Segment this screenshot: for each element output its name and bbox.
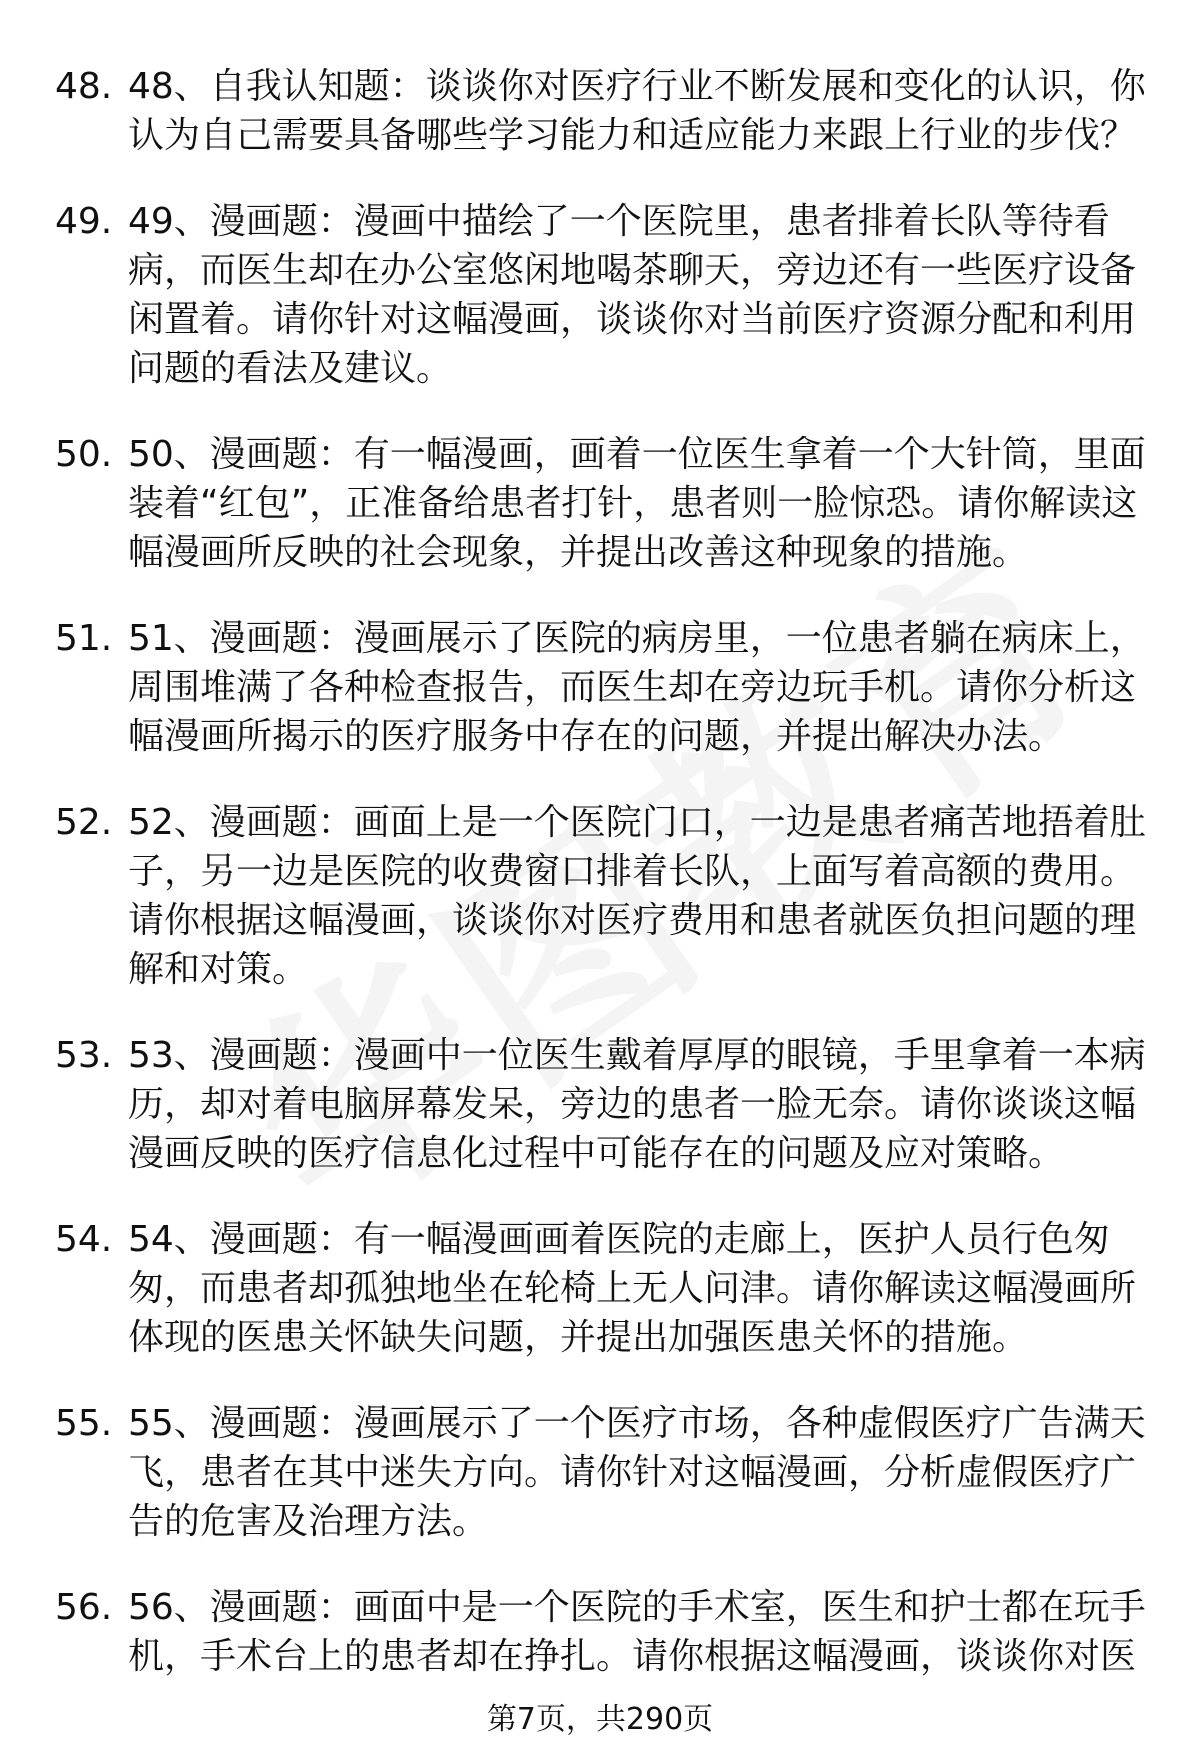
question-text: 56、漫画题：画面中是一个医院的手术室，医生和护士都在玩手机，手术台上的患者却在挣扎。请你根据这幅漫画，谈谈你对医	[128, 1587, 1146, 1677]
question-number: 52.	[55, 802, 113, 843]
question-text: 53、漫画题：漫画中一位医生戴着厚厚的眼镜，手里拿着一本病历，却对着电脑屏幕发呆，旁边的患者一脸无奈。请你谈谈这幅漫画反映的医疗信息化过程中可能存在的问题及应对策略。	[128, 1035, 1146, 1174]
question-text: 49、漫画题：漫画中描绘了一个医院里，患者排着长队等待看病，而医生却在办公室悠闲地喝茶聊天，旁边还有一些医疗设备闲置着。请你针对这幅漫画，谈谈你对当前医疗资源分配和利用问题的看法及建议。	[128, 201, 1137, 389]
question-number: 48.	[55, 66, 113, 107]
question-number: 55.	[55, 1403, 113, 1444]
question-list	[0, 62, 1200, 1718]
list-item	[0, 197, 1200, 393]
question-text: 48、自我认知题：谈谈你对医疗行业不断发展和变化的认识，你认为自己需要具备哪些学习能力和适应能力来跟上行业的步伐？	[128, 66, 1146, 156]
question-text: 52、漫画题：画面上是一个医院门口，一边是患者痛苦地捂着肚子，另一边是医院的收费窗口排着长队，上面写着高额的费用。请你根据这幅漫画，谈谈你对医疗费用和患者就医负担问题的理解和对策。	[128, 802, 1146, 990]
question-number: 54.	[55, 1219, 113, 1260]
question-number: 51.	[55, 618, 113, 659]
list-item	[0, 1399, 1200, 1546]
list-item	[0, 1215, 1200, 1362]
list-item	[0, 1583, 1200, 1681]
list-item	[0, 798, 1200, 994]
question-number: 49.	[55, 201, 113, 242]
question-number: 50.	[55, 434, 113, 475]
question-text: 54、漫画题：有一幅漫画画着医院的走廊上，医护人员行色匆匆，而患者却孤独地坐在轮椅上无人问津。请你解读这幅漫画所体现的医患关怀缺失问题，并提出加强医患关怀的措施。	[128, 1219, 1137, 1358]
page-number: 第7页，共290页	[486, 1702, 714, 1737]
list-item	[0, 430, 1200, 577]
question-number: 56.	[55, 1587, 113, 1628]
question-text: 55、漫画题：漫画展示了一个医疗市场，各种虚假医疗广告满天飞，患者在其中迷失方向。请你针对这幅漫画，分析虚假医疗广告的危害及治理方法。	[128, 1403, 1146, 1542]
list-item	[0, 62, 1200, 160]
list-item	[0, 614, 1200, 761]
question-number: 53.	[55, 1035, 113, 1076]
question-text: 51、漫画题：漫画展示了医院的病房里，一位患者躺在病床上，周围堆满了各种检查报告，而医生却在旁边玩手机。请你分析这幅漫画所揭示的医疗服务中存在的问题，并提出解决办法。	[128, 618, 1146, 757]
page-footer	[0, 1702, 1200, 1738]
question-text: 50、漫画题：有一幅漫画，画着一位医生拿着一个大针筒，里面装着“红包”，正准备给患者打针，患者则一脸惊恐。请你解读这幅漫画所反映的社会现象，并提出改善这种现象的措施。	[128, 434, 1146, 573]
list-item	[0, 1031, 1200, 1178]
